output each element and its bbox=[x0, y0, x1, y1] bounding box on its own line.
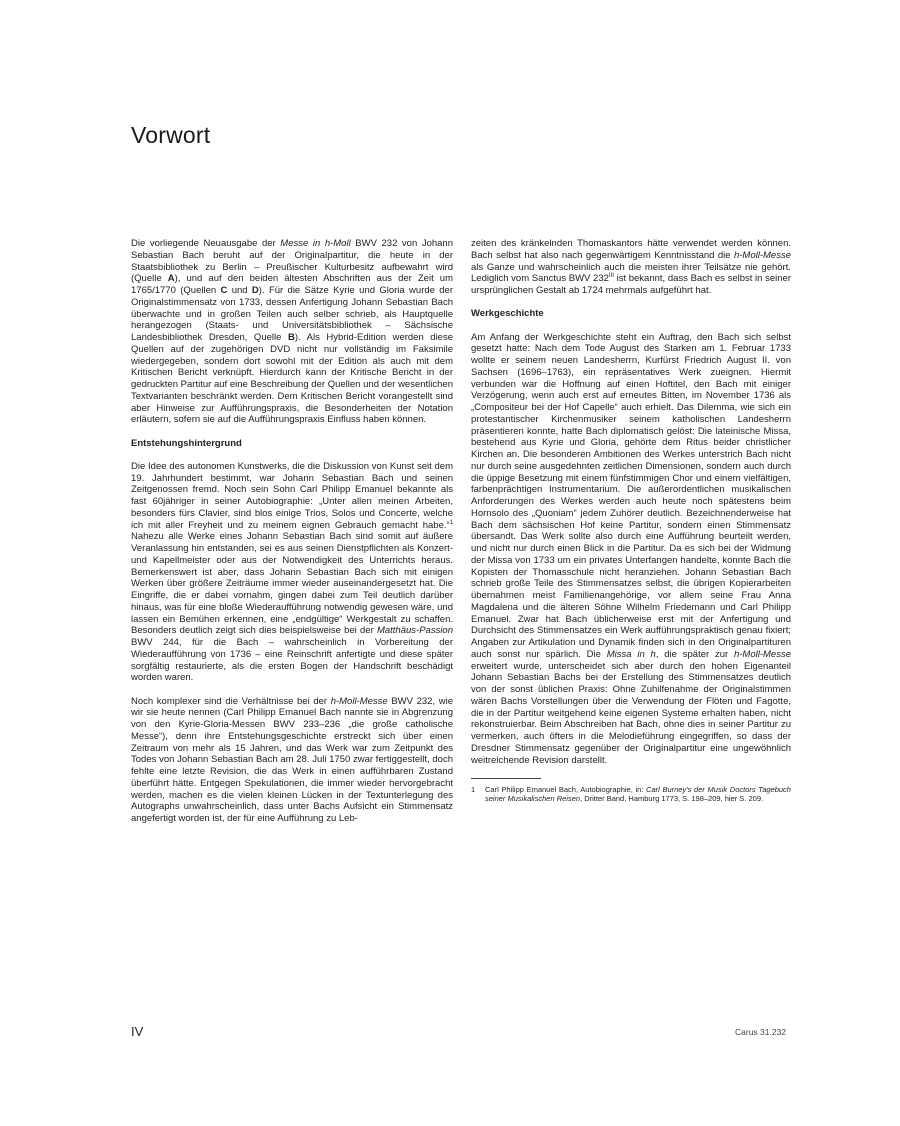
footnote-text: Carl Philipp Emanuel Bach, Autobiographie, in: Carl Burney's der Musik Doctors Tagebuch seiner Musikalischen Reisen, Dritter Band, Hamburg 1773, S. 198–209, hier S. 209. bbox=[485, 784, 791, 804]
footnote bbox=[471, 785, 791, 804]
section-heading-werkgeschichte: Werkgeschichte bbox=[471, 308, 544, 320]
page-title: Vorwort bbox=[131, 122, 211, 148]
work-title: h-Moll-Messe bbox=[733, 249, 791, 261]
work-title: Missa in h bbox=[606, 648, 656, 660]
footnote-ref[interactable]: 1 bbox=[449, 519, 453, 526]
source-label: A bbox=[167, 273, 175, 285]
work-title: Matthäus-Passion bbox=[376, 625, 453, 637]
footnote-divider bbox=[471, 778, 541, 779]
source-label: D bbox=[251, 285, 259, 296]
movement-superscript: III bbox=[608, 273, 614, 280]
right-column bbox=[471, 238, 791, 998]
paragraph-work-history: Am Anfang der Werkgeschichte steht ein Auftrag, den Bach sich selbst gesetzt hatte: Nach dem Tode August des Starken am 1. Februar 1733 wollte er seinem neuen Landesherrn, Kurfürst Friedrich August II. von Sachsen (1696–1763), ein repräsentatives Werk zueignen. Hiermit verbunden war die Hoffnung auf einen Hoftitel, den Bach mit einiger Verzögerung, wenn auch erst auf erneutes Bitten, im November 1736 als „Compositeur bei der Hof Capelle“ auch erhielt. Das Dilemma, wie sich ein protestantischer Kirchenmusiker seinem katholischen Landesherrn präsentieren konnte, hatte Bach diplomatisch gelöst: Die lateinische Missa, bestehend aus Kyrie und Gloria, gehörte dem Ritus beider christlicher Kirchen an. Die besonderen Ambitionen des Werkes unterstrich Bach nicht nur durch seine ausgedehnten zeitlichen Dimensionen, sondern auch durch die üppige Besetzung mit einem fünfstimmigen Chor und einem vielfältigen, farbenprächtigen Instrumentarium. Die außerordentlichen musikalischen Anforderungen des Werkes werden auch heute noch spätestens beim Hornsolo des „Quoniam“ jedem Zuhörer deutlich. Bezeichnenderweise hat Bach dem sächsischen Hof keine Partitur, sondern einen Stimmensatz übersandt. Das Werk sollte also durch eine Aufführung beurteilt werden, und nicht nur durch einen Blick in die Partitur. Da es sich bei der Widmung der Missa von 1733 um ein privates Unterfangen handelte, konnte Bach die Kopisten der Thomasschule nicht heranziehen. Johann Sebastian Bach schrieb große Teile des Stimmensatzes selbst, die übrigen Kopierarbeiten übernahmen meist Familienangehörige, vor allem seine Frau Anna Magdalena und die älteren Söhne Wilhelm Friedemann und Carl Philipp Emanuel. Zwar hat Bach üblicherweise erst mit der Anfertigung und Durchsicht des Stimmensatzes ein Werk aufführungspraktisch genau fixiert; Angaben zur Artikulation und Dynamik finden sich in den Originalpartituren auch sonst nur spärlich. Die Missa in h, die später zur h-Moll-Messe erweitert wurde, unterscheidet sich aber durch den hohen Eigenanteil Johann Sebastian Bachs bei der Erstellung des Stimmensatzes deutlich von der sonst üblichen Praxis: Ohne Zuhilfenahme der Originalstimmen wären Bachs Vorstellungen über die Verwendung der Flöten und Fagotte, die in der Partitur weitgehend keine eigenen Systeme erhalten haben, nicht rekonstruierbar. Beim Abschreiben hat Bach, ohne dies in seiner Partitur zu vermerken, auch öfters in die Melodieführung eingegriffen, so dass der Dresdner Stimmensatz gegenüber der Originalpartitur eine ungewöhnlich weitreichende Revision darstellt. bbox=[471, 331, 791, 766]
left-column bbox=[131, 238, 453, 998]
paragraph-continuation: zeiten des kränkelnden Thomaskantors hätte verwendet werden können. Bach selbst hat also nach gegenwärtigem Kenntnisstand die h-Moll-Messe als Ganze und wahrscheinlich auch die meisten ihrer Teilsätze nie gehört. Lediglich vom Sanctus BWV $232^{III}$ ist bekannt, dass Bach es selbst in seiner ursprünglichen Gestalt ab 1724 mehrmals aufgeführt hat. bbox=[471, 238, 791, 296]
work-title: h-Moll-Messe bbox=[330, 695, 388, 707]
catalog-number: Carus 31.232 bbox=[735, 1027, 787, 1037]
work-title: Messe in h-Moll bbox=[280, 238, 351, 249]
paragraph-autonomous-artwork: Die Idee des autonomen Kunstwerks, die die Diskussion von Kunst seit dem 19. Jahrhundert bestimmt, war Johann Sebastian Bach und seinen Zeitgenossen fremd. Noch sein Sohn Carl Philipp Emanuel bekannte als fast 60jähriger in seiner Autobiographie: „Unter allen meinen Arbeiten, besonders fürs Clavier, sind blos einige Trios, Solos und Concerte, welche ich mit aller Freyheit und zu meinem eignen Gebrauch gemacht habe.“$^1$ Nahezu alle Werke eines Johann Sebastian Bach sind somit auf äußere Veranlassung hin entstanden, sei es aus seinen Dienstpflichten als Konzert- und Kapellmeister oder aus der Notwendigkeit des Unterrichts heraus. Bemerkenswert ist aber, dass Johann Sebastian Bach sich mit einigen Werken über größere Zeiträume immer wieder auseinandergesetzt hat. Die Eingriffe, die er dabei vornahm, gingen dabei zum Teil deutlich darüber hinaus, was für eine bloße Wiederaufführung notwendig gewesen wäre, und lassen ein Bemühen erkennen, eine „endgültige“ Werkgestalt zu schaffen. Besonders deutlich zeigt sich dies beispielsweise bei der Matthäus-Passion BWV 244, für die Bach – wahrscheinlich in Vorbereitung der Wiederaufführung von 1736 – eine Reinschrift anfertigte und diese später sorgfältig restaurierte, als die ersten Bogen der Handschrift beschädigt worden waren. bbox=[131, 460, 453, 684]
page-number: IV bbox=[131, 1024, 144, 1039]
footnote-mark: 1 bbox=[471, 784, 476, 794]
source-label: B bbox=[287, 332, 295, 343]
paragraph-complex-relations: Noch komplexer sind die Verhältnisse bei der h-Moll-Messe BWV 232, wie wir sie heute nennen (Carl Philipp Emanuel Bach nannte sie in Abgrenzung von den Kyrie-Gloria-Messen BWV 233–236 „die große catholische Messe“), denn ihre Entstehungsgeschichte erstreckt sich über einen Zeitraum von mehr als 15 Jahren, und das Werk war zum Zeitpunkt des Todes von Johann Sebastian Bach am 28. Juli 1750 zwar fertiggestellt, doch fehlte eine letzte Revision, die das Werk in einen aufführbaren Zustand überführt hätte. Entgegen Spekulationen, die immer wieder hervorgebracht werden, machen es die vielen kleinen Lücken in der Textunterlegung des Autographs unwahrscheinlich, dass unter Bachs Aufsicht ein Stimmensatz angefertigt worden ist, der für eine Aufführung zu Leb- bbox=[131, 695, 453, 824]
paragraph-intro: Die vorliegende Neuausgabe der Messe in h-Moll BWV 232 von Johann Sebastian Bach beruht auf der Originalpartitur, die heute in der Staatsbibliothek zu Berlin – Preußischer Kulturbesitz aufbewahrt wird (Quelle A), und auf den beiden ältesten Abschriften aus der Zeit um 1765/1770 (Quellen C und D). Für die Sätze Kyrie und Gloria wurde der Originalstimmensatz von 1733, dessen Anfertigung Johann Sebastian Bach überwachte und in großen Teilen auch selber schrieb, als Hauptquelle herangezogen (Staats- und Universitätsbibliothek – Sächsische Landesbibliothek Dresden, Quelle B). Als Hybrid-Edition werden diese Quellen auf der zugehörigen DVD nicht nur vollständig im Faksimile wiedergegeben, sondern dort sowohl mit der Edition als auch mit dem Kritischen Bericht verknüpft. Hierdurch kann der Kritische Bericht in der gedruckten Partitur auf eine Beschreibung der Quellen und der wesentlichen Textvarianten beschränkt werden. Dem Kritischen Bericht vorangestellt sind aber Hinweise zur Aufführungspraxis, die Besonderheiten der Notation erläutern, sofern sie auf die Aufführungspraxis Einfluss haben können. bbox=[131, 238, 454, 426]
section-heading-entstehungshintergrund: Entstehungshintergrund bbox=[131, 437, 242, 449]
source-label: C bbox=[220, 285, 228, 296]
work-title: h-Moll-Messe bbox=[733, 648, 791, 660]
